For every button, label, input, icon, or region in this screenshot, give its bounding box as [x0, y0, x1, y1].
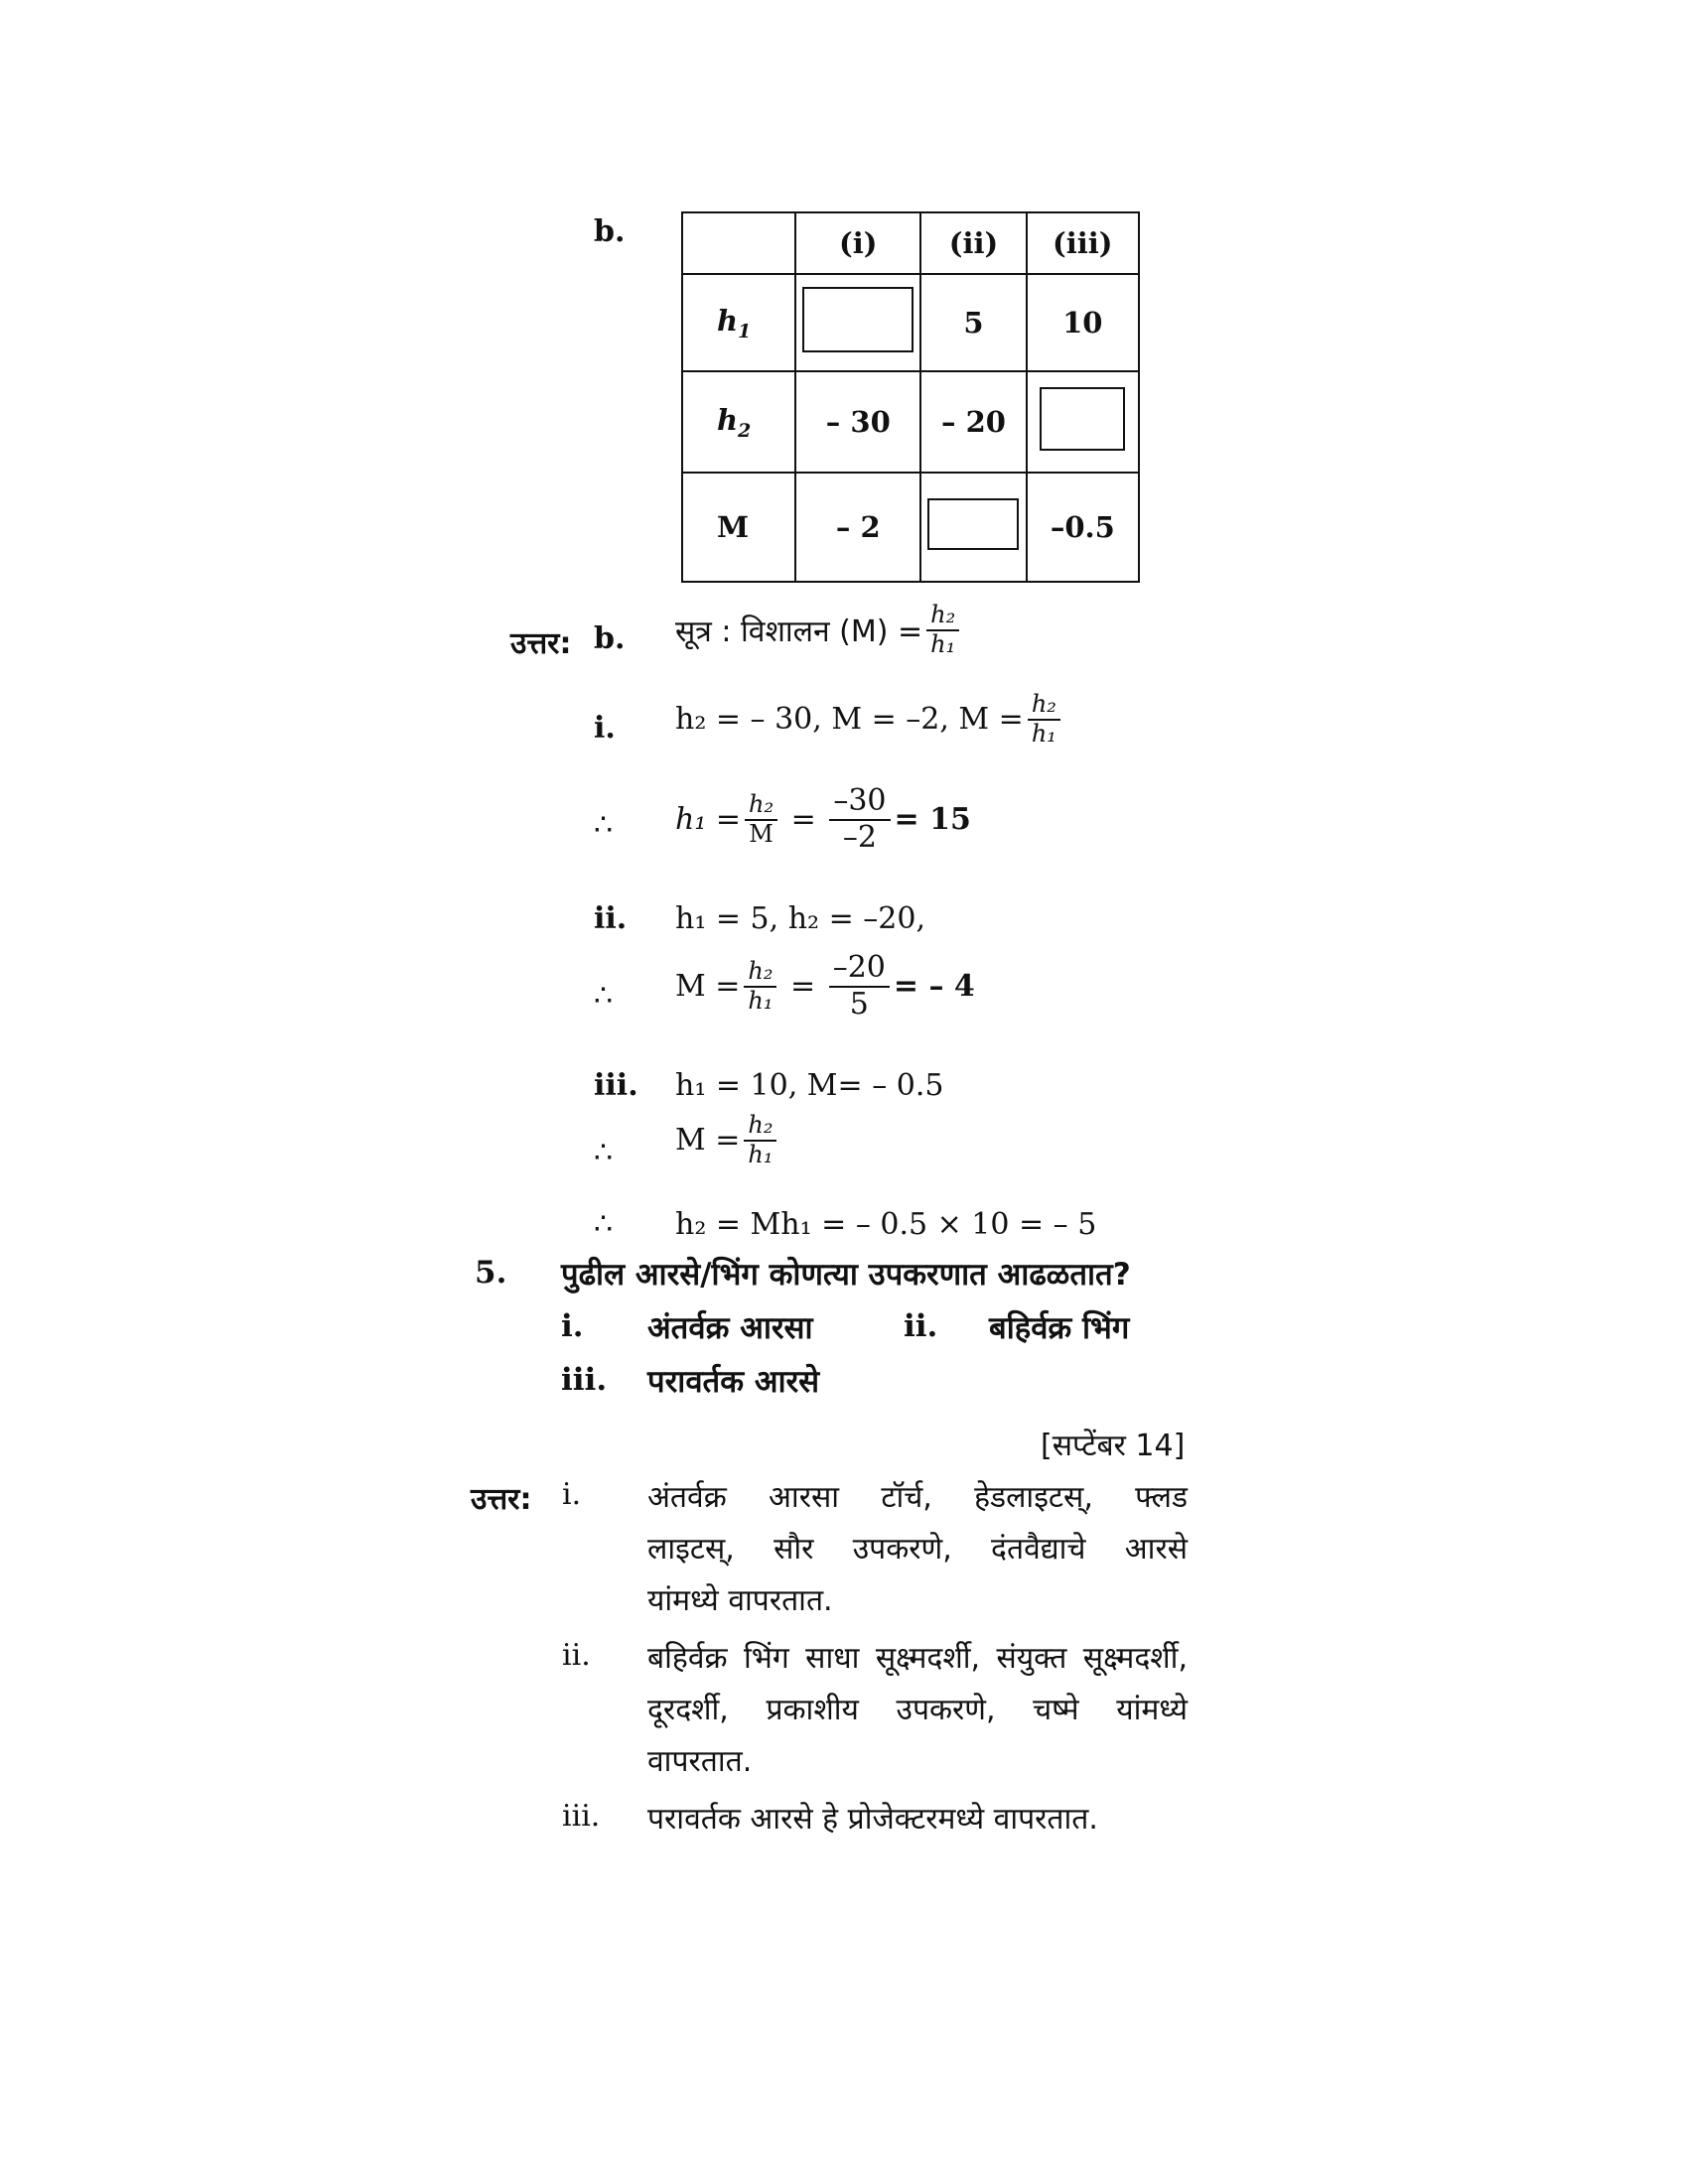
answer-i-line: लाइटस्, सौर उपकरणे, दंतवैद्याचे आरसे	[647, 1532, 1188, 1567]
fraction	[829, 784, 890, 855]
fraction	[745, 791, 777, 848]
table-cell: – 2	[795, 473, 920, 582]
lhs: h₁ =	[675, 802, 742, 837]
option-iii-label: iii.	[561, 1362, 608, 1398]
fraction-numerator: h₂	[926, 602, 959, 631]
formula-fraction	[926, 602, 959, 658]
table-header-cell: (iii)	[1027, 212, 1139, 274]
table-header-cell: (i)	[795, 212, 920, 274]
table-row-m	[682, 473, 1139, 582]
answer-ii-label: ii.	[562, 1638, 591, 1673]
step-ii-given: h₁ = 5, h₂ = –20,	[675, 901, 925, 936]
table-header-cell	[682, 212, 795, 274]
fraction-numerator: –20	[829, 951, 890, 988]
therefore-symbol: ∴	[594, 1207, 614, 1242]
step-ii-label: ii.	[594, 901, 628, 936]
answer-label: उत्तर:	[471, 1482, 532, 1517]
fraction-numerator: h₂	[744, 1112, 776, 1142]
blank-answer-box	[1027, 371, 1139, 473]
answer-i-label: i.	[562, 1477, 582, 1512]
fraction	[829, 951, 890, 1022]
step-i-label: i.	[594, 711, 616, 746]
answer-label: उत्तर:	[510, 626, 572, 661]
table-row-h1	[682, 274, 1139, 371]
source-tag: [सप्टेंबर 14]	[1041, 1429, 1186, 1463]
fraction-numerator: h₂	[1028, 691, 1060, 721]
question-number: 5.	[475, 1255, 507, 1291]
table-cell: – 30	[795, 371, 920, 473]
step-ii-line2: M = $\frac{\text{h₂}}{\text{h₁}}$ = $\frac{-20}{5}$ = – 4	[675, 950, 975, 1022]
fraction-numerator: –30	[829, 784, 890, 821]
row-label-h2: $h_2$	[682, 371, 795, 473]
table-cell: – 20	[920, 371, 1026, 473]
option-ii-label: ii.	[904, 1308, 938, 1344]
table-row-h2	[682, 371, 1139, 473]
step-iii-label: iii.	[594, 1068, 638, 1103]
fraction-denominator: h₁	[930, 629, 956, 658]
row-label-m: M	[682, 473, 795, 582]
formula-line	[675, 602, 963, 658]
answer-ii-line: वापरतात.	[647, 1744, 753, 1779]
option-ii-text: बहिर्वक्र भिंग	[989, 1310, 1130, 1346]
answer-i-line: अंतर्वक्र आरसा टॉर्च, हेडलाइटस्, फ्लड	[647, 1480, 1188, 1515]
fraction-denominator: h₁	[748, 1140, 774, 1168]
blank-answer-box	[795, 274, 920, 371]
step-iii-line2	[675, 1112, 780, 1168]
answer-ii-line: बहिर्वक्र भिंग साधा सूक्ष्मदर्शी, संयुक्त सूक्ष्मदर्शी,	[647, 1641, 1188, 1676]
blank-answer-box	[920, 473, 1026, 582]
therefore-symbol: ∴	[594, 808, 614, 843]
part-b-label: b.	[594, 214, 626, 249]
fraction-numerator: h₂	[744, 958, 776, 988]
step-i-line1	[675, 691, 1064, 748]
step-iii-result: h₂ = Mh₁ = – 0.5 × 10 = – 5	[675, 1207, 1097, 1242]
fraction	[744, 958, 776, 1015]
answer-ii-line: दूरदर्शी, प्रकाशीय उपकरणे, चष्मे यांमध्ये	[647, 1693, 1188, 1727]
table-cell: 5	[920, 274, 1026, 371]
step-i-given: h₂ = – 30, M = –2, M =	[675, 702, 1024, 738]
fraction-denominator: h₁	[748, 986, 774, 1015]
step-i-line2: h₁ = $\frac{\text{h₂}}{M}$ = $\frac{-30}{-2}$ = 15	[675, 783, 971, 855]
step-iii-given: h₁ = 10, M= – 0.5	[675, 1068, 944, 1103]
therefore-symbol: ∴	[594, 1136, 614, 1170]
table-cell: 10	[1027, 274, 1139, 371]
table-header-row	[682, 212, 1139, 274]
therefore-symbol: ∴	[594, 979, 614, 1014]
option-i-label: i.	[561, 1308, 584, 1344]
fraction-denominator: h₁	[1031, 719, 1056, 748]
row-label-h1: $h_1$	[682, 274, 795, 371]
fraction	[744, 1112, 776, 1168]
option-i-text: अंतर्वक्र आरसा	[647, 1310, 813, 1346]
question-text: पुढील आरसे/भिंग कोणत्या उपकरणात आढळतात?	[561, 1257, 1131, 1293]
answer-iii-line: परावर्तक आरसे हे प्रोजेक्टरमध्ये वापरतात.	[647, 1802, 1098, 1837]
result: = 15	[894, 802, 971, 837]
answer-iii-label: iii.	[562, 1799, 601, 1834]
fraction	[1028, 691, 1060, 748]
fraction-denominator: –2	[842, 819, 877, 855]
fraction-denominator: 5	[849, 986, 869, 1022]
fraction-denominator: M	[749, 819, 774, 848]
magnification-table	[681, 211, 1140, 583]
answer-i-line: यांमध्ये वापरतात.	[647, 1583, 833, 1618]
lhs: M =	[675, 1123, 741, 1159]
table-cell: –0.5	[1027, 473, 1139, 582]
answer-part-label: b.	[594, 621, 626, 656]
table-header-cell: (ii)	[920, 212, 1026, 274]
formula-text: सूत्र : विशालन (M) =	[675, 614, 923, 650]
lhs: M =	[675, 969, 741, 1004]
fraction-numerator: h₂	[745, 791, 777, 821]
option-iii-text: परावर्तक आरसे	[647, 1364, 820, 1400]
result: = – 4	[893, 969, 975, 1004]
